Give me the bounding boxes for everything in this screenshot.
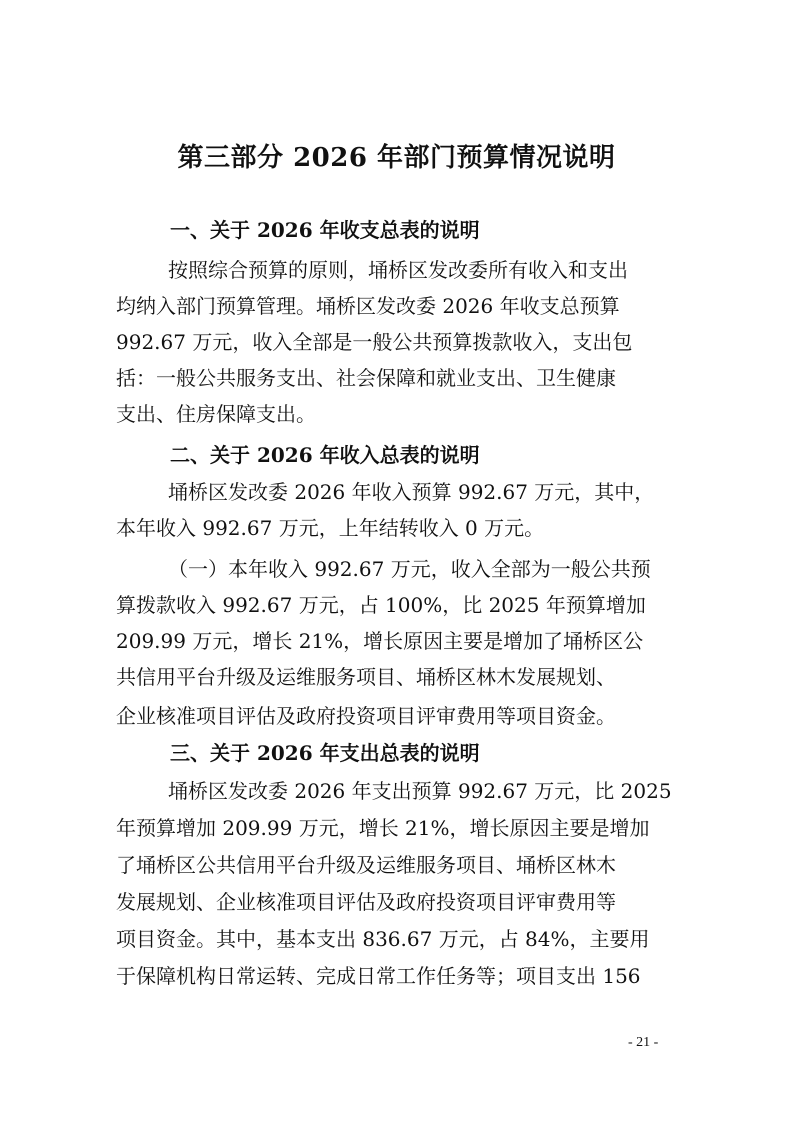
paragraph-line: 于保障机构日常运转、完成日常工作任务等；项目支出 156 <box>116 964 641 988</box>
paragraph-line: （一）本年收入 992.67 万元，收入全部为一般公共预 <box>168 557 651 581</box>
paragraph-line: 按照综合预算的原则，埇桥区发改委所有收入和支出 <box>168 258 628 282</box>
paragraph-line: 项目资金。其中，基本支出 836.67 万元，占 84%，主要用 <box>116 927 650 951</box>
paragraph-line: 企业核准项目评估及政府投资项目评审费用等项目资金。 <box>116 704 616 728</box>
paragraph-line: 括：一般公共服务支出、社会保障和就业支出、卫生健康 <box>116 366 616 390</box>
paragraph-line: 埇桥区发改委 2026 年收入预算 992.67 万元，其中， <box>168 480 655 504</box>
paragraph-line: 了埇桥区公共信用平台升级及运维服务项目、埇桥区林木 <box>116 853 616 877</box>
page-title: 第三部分 2026 年部门预算情况说明 <box>177 143 616 173</box>
paragraph-line: 年预算增加 209.99 万元，增长 21%，增长原因主要是增加 <box>116 816 650 840</box>
paragraph-line: 共信用平台升级及运维服务项目、埇桥区林木发展规划、 <box>116 665 616 689</box>
paragraph-line: 埇桥区发改委 2026 年支出预算 992.67 万元，比 2025 <box>168 779 672 803</box>
paragraph-line: 992.67 万元，收入全部是一般公共预算拨款收入，支出包 <box>116 330 633 354</box>
paragraph-line: 支出、住房保障支出。 <box>116 402 316 426</box>
paragraph-line: 209.99 万元，增长 21%，增长原因主要是增加了埇桥区公 <box>116 629 644 653</box>
paragraph-line: 发展规划、企业核准项目评估及政府投资项目评审费用等 <box>116 890 616 914</box>
paragraph-line: 均纳入部门预算管理。埇桥区发改委 2026 年收支总预算 <box>116 294 620 318</box>
section-heading: 三、关于 2026 年支出总表的说明 <box>170 741 480 765</box>
page-number: - 21 - <box>628 1035 659 1050</box>
paragraph-line: 算拨款收入 992.67 万元，占 100%，比 2025 年预算增加 <box>116 593 646 617</box>
paragraph-line: 本年收入 992.67 万元，上年结转收入 0 万元。 <box>116 516 545 540</box>
section-heading: 一、关于 2026 年收支总表的说明 <box>170 218 480 242</box>
section-heading: 二、关于 2026 年收入总表的说明 <box>170 443 480 467</box>
